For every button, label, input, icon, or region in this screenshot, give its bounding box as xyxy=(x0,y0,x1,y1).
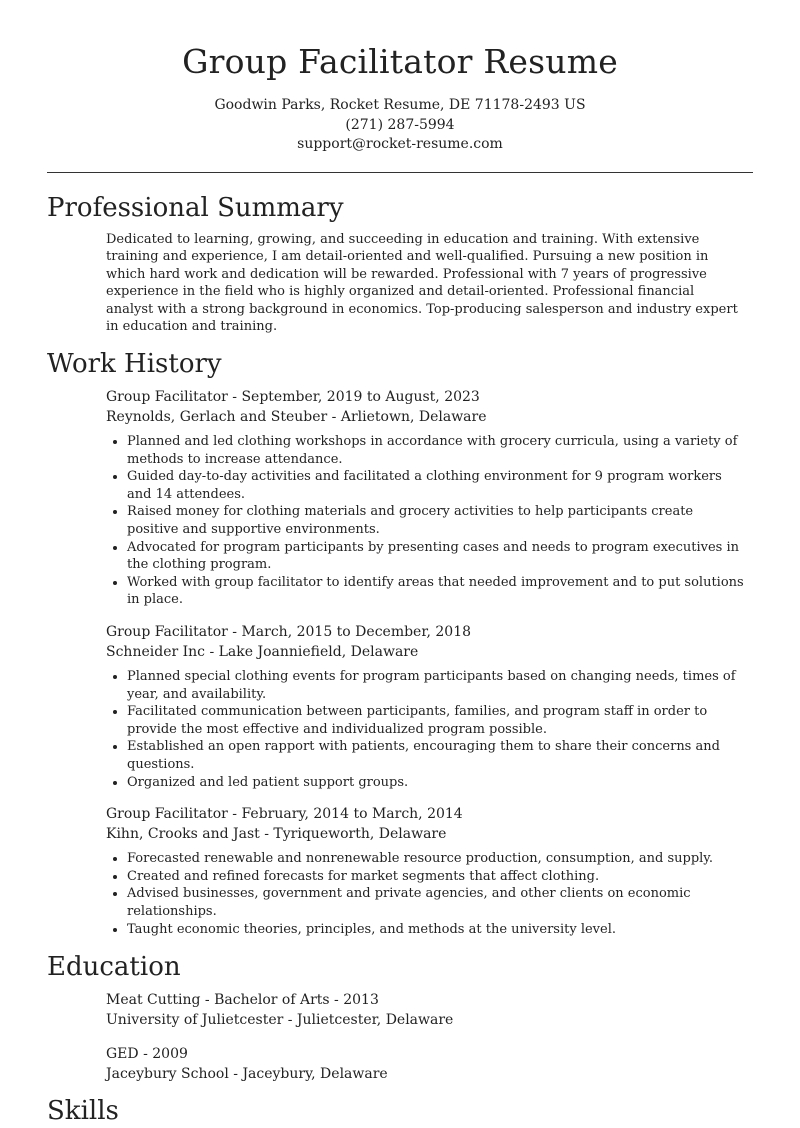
summary-text: Dedicated to learning, growing, and succeeding in education and training. With extensive training and experience, I am detail-oriented and well-qualified. Pursuing a new position in which hard work and dedication will be rewarded. Professional with 7 years of progressive experience in the field who is highly organized and detail-oriented. Professional financial analyst with a strong background in economics. Top-producing salesperson and industry expert in education and training. xyxy=(106,231,738,335)
job-bullet: • Advised businesses, government and private agencies, and other clients on economic relationships. xyxy=(127,885,748,920)
job-bullet: • Worked with group facilitator to identify areas that needed improvement and to put solutions in place. xyxy=(127,574,748,609)
job-bullets xyxy=(106,668,748,791)
job-entry xyxy=(106,805,748,938)
job-title-line: Group Facilitator - February, 2014 to March, 2014 xyxy=(106,806,463,823)
education-school-line: University of Julietcester - Julietcester, Delaware xyxy=(106,1011,454,1028)
job-company-line: Schneider Inc - Lake Joanniefield, Delaware xyxy=(106,643,419,660)
education-entry xyxy=(106,1045,800,1084)
job-bullet: • Raised money for clothing materials and grocery activities to help participants create positive and supportive environments. xyxy=(127,503,748,538)
job-bullet: • Planned and led clothing workshops in accordance with grocery curricula, using a variety of methods to increase attendance. xyxy=(127,433,748,468)
job-bullet: • Planned special clothing events for program participants based on changing needs, times of year, and availability. xyxy=(127,668,748,703)
job-bullet: • Advocated for program participants by presenting cases and needs to program executives in the clothing program. xyxy=(127,539,748,574)
job-title-line: Group Facilitator - March, 2015 to December, 2018 xyxy=(106,624,472,640)
education-degree-line: Meat Cutting - Bachelor of Arts - 2013 xyxy=(106,992,379,1009)
email-line: support@rocket-resume.com xyxy=(297,136,503,152)
job-bullet: • Forecasted renewable and nonrenewable resource production, consumption, and supply. xyxy=(127,850,748,868)
job-entry xyxy=(106,623,748,791)
contact-block xyxy=(0,96,800,155)
job-bullet: • Established an open rapport with patients, encouraging them to share their concerns and questions. xyxy=(127,738,748,773)
education-entry xyxy=(106,991,800,1030)
job-company-line: Reynolds, Gerlach and Steuber - Arlietown, Delaware xyxy=(106,408,487,425)
job-bullets xyxy=(106,850,748,938)
section-title-skills: Skills xyxy=(47,1096,119,1127)
phone-line: (271) 287-5994 xyxy=(345,116,455,133)
job-bullets xyxy=(106,433,748,609)
job-bullet: • Facilitated communication between participants, families, and program staff in order to provide the most effective and individualized program possible. xyxy=(127,703,748,738)
job-bullet: • Guided day-to-day activities and facilitated a clothing environment for 9 program workers and 14 attendees. xyxy=(127,468,748,503)
section-title-work-history: Work History xyxy=(47,349,222,380)
job-bullet: • Organized and led patient support groups. xyxy=(127,774,748,792)
job-company-line: Kihn, Crooks and Jast - Tyriqueworth, Delaware xyxy=(106,825,447,842)
education-school-line: Jaceybury School - Jaceybury, Delaware xyxy=(106,1065,388,1082)
job-title-line: Group Facilitator - September, 2019 to August, 2023 xyxy=(106,389,480,406)
section-title-education: Education xyxy=(47,952,181,983)
job-entry xyxy=(106,388,748,609)
header-divider xyxy=(47,172,753,173)
education-degree-line: GED - 2009 xyxy=(106,1046,188,1063)
resume-header xyxy=(0,0,800,155)
address-line: Goodwin Parks, Rocket Resume, DE 71178-2493 US xyxy=(214,97,586,113)
job-bullet: • Created and refined forecasts for market segments that affect clothing. xyxy=(127,868,748,886)
job-bullet: • Taught economic theories, principles, and methods at the university level. xyxy=(127,921,748,939)
resume-title: Group Facilitator Resume xyxy=(182,42,618,81)
section-title-summary: Professional Summary xyxy=(47,192,344,223)
